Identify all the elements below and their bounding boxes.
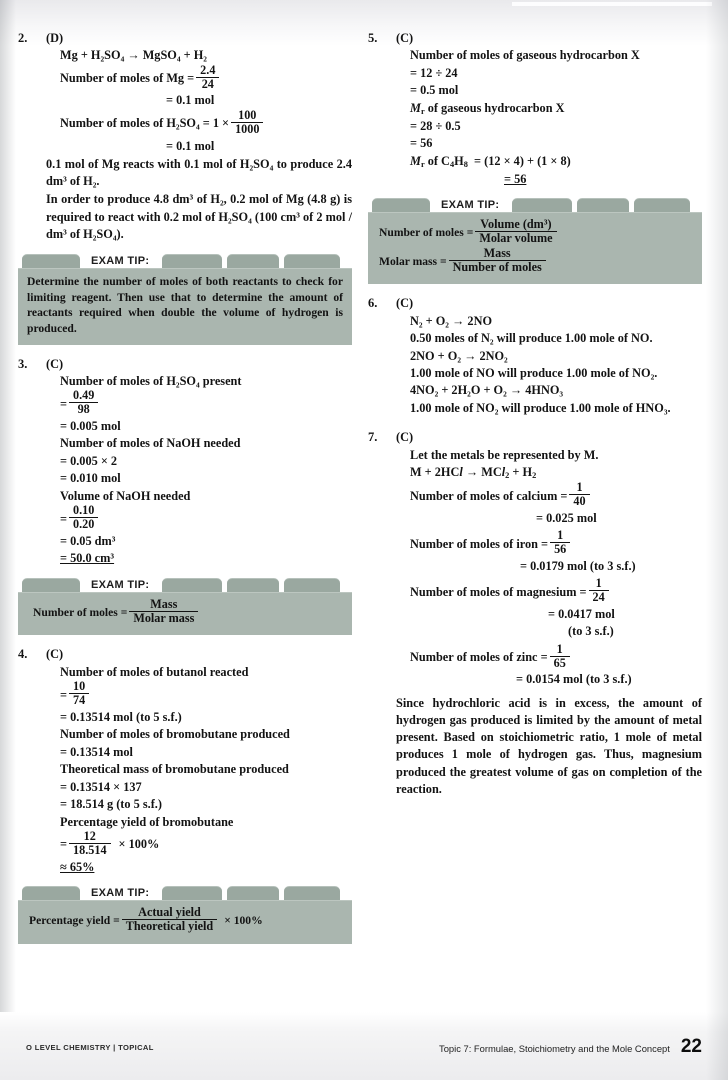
exam-tip-q4-tail: × 100% <box>224 914 263 928</box>
folder-tab-icon <box>227 886 279 900</box>
q7-magnesium-result-sf: (to 3 s.f.) <box>568 624 614 639</box>
folder-tab-icon <box>284 886 340 900</box>
question-2-equation: Mg + H₂SO₄ → MgSO₄ + H₂ <box>60 48 207 63</box>
footer-topic: Topic 7: Formulae, Stoichiometry and the Mole Concept <box>439 1043 670 1054</box>
q6-line-2: 0.50 moles of N₂ will produce 1.00 mole of NO. <box>410 331 653 346</box>
exam-tip-q2 <box>18 251 352 345</box>
q2-paragraph-1: 0.1 mol of Mg reacts with 0.1 mol of H₂SO₄ to produce 2.4 dm³ of H₂. <box>46 156 352 189</box>
exam-tip-q2-title: EXAM TIP: <box>91 254 150 267</box>
q4-line-6: = 0.13514 × 137 <box>60 779 142 794</box>
question-4-number: 4. <box>18 647 28 662</box>
folder-tab-icon <box>372 198 430 212</box>
folder-tab-icon <box>162 254 222 268</box>
q2-moles-mg-fraction: $\frac{2.4}{24}$ <box>196 64 219 92</box>
q7-line-1: Let the metals be represented by M. <box>410 447 599 462</box>
q7-magnesium-label: Number of moles of magnesium = <box>410 584 587 599</box>
q7-zinc-label: Number of moles of zinc = <box>410 650 548 665</box>
exam-tip-q4-label: Percentage yield = <box>29 914 120 928</box>
q2-moles-h2so4-label: Number of moles of H₂SO₄ = 1 × <box>60 116 230 131</box>
q7-calcium-fraction: $\frac{1}{40}$ <box>569 481 589 509</box>
q6-line-6: 1.00 mole of NO₂ will produce 1.00 mole of HNO₃. <box>410 400 671 415</box>
exam-tip-q4-title: EXAM TIP: <box>91 887 150 900</box>
q7-iron-result: = 0.0179 mol (to 3 s.f.) <box>520 558 636 573</box>
q3-line-5: = 0.010 mol <box>60 471 121 486</box>
exam-tip-q5-fraction-2: $\frac{\text{Mass}}{\text{Number of moles}}$ <box>449 247 546 275</box>
page-footer <box>0 1012 728 1080</box>
q4-final-answer: ≈ 65% <box>60 859 95 874</box>
folder-tab-icon <box>284 578 340 592</box>
footer-book-title: O LEVEL CHEMISTRY | TOPICAL <box>26 1042 154 1052</box>
folder-tab-icon <box>634 198 690 212</box>
folder-tab-icon <box>227 578 279 592</box>
q4-line-7: = 18.514 g (to 5 s.f.) <box>60 797 162 812</box>
q4-line-4: = 0.13514 mol <box>60 744 133 759</box>
exam-tip-q3-body <box>18 592 352 636</box>
q4-equals-1: = <box>60 687 68 702</box>
q3-fraction-2: $\frac{0.10}{0.20}$ <box>69 504 98 532</box>
question-3-answer: (C) <box>46 356 64 371</box>
q5-line-6: = 56 <box>410 136 433 151</box>
exam-tip-q3-title: EXAM TIP: <box>91 578 150 591</box>
q5-line-3: = 0.5 mol <box>410 83 459 98</box>
question-3-number: 3. <box>18 356 28 371</box>
q5-line-4: $M_r$ of gaseous hydrocarbon X <box>410 100 565 116</box>
question-5-number: 5. <box>368 31 378 45</box>
q6-line-4: 1.00 mole of NO will produce 1.00 mole of NO₂. <box>410 366 658 381</box>
question-5-answer: (C) <box>396 31 414 45</box>
exam-tip-q5-label-2: Molar mass = <box>379 254 447 268</box>
q3-line-4: = 0.005 × 2 <box>60 453 118 468</box>
q3-line-6: Volume of NaOH needed <box>60 488 191 503</box>
exam-tip-q3-fraction: $\frac{\text{Mass}}{\text{Molar mass}}$ <box>129 598 198 626</box>
q7-calcium-label: Number of moles of calcium = <box>410 488 568 503</box>
q3-line-3: Number of moles of NaOH needed <box>60 436 241 451</box>
q3-equals-1: = <box>60 396 68 411</box>
exam-tip-q4-body <box>18 900 352 944</box>
q7-magnesium-fraction: $\frac{1}{24}$ <box>589 577 609 605</box>
exam-tip-q5-fraction-1: $\frac{\text{Volume (dm³)}}{\text{Molar volume}}$ <box>475 218 556 246</box>
q4-fraction-1: $\frac{10}{74}$ <box>69 680 89 708</box>
exam-tip-q5-label-1: Number of moles = <box>379 226 474 240</box>
footer-page-number: 22 <box>680 1036 702 1057</box>
question-2 <box>18 30 352 244</box>
question-2-number: 2. <box>18 31 28 45</box>
question-4 <box>18 646 352 876</box>
folder-tab-icon <box>22 578 80 592</box>
question-7-number: 7. <box>368 430 378 445</box>
q4-line-2: = 0.13514 mol (to 5 s.f.) <box>60 709 182 724</box>
q7-iron-fraction: $\frac{1}{56}$ <box>550 529 570 557</box>
q7-line-2: $M + 2HCl \to MCl_2 + H_2$ <box>410 465 537 481</box>
question-4-answer: (C) <box>46 647 64 662</box>
folder-tab-icon <box>22 254 80 268</box>
q7-conclusion: Since hydrochloric acid is in excess, the amount of hydrogen gas produced is limited by the amount of metal present. Based on stoichiometric ratio, 1 mole of metal produces 1 mole of hydrogen gas. Thus, magnesium produced the greatest volume of gas on completion of the reaction. <box>396 695 702 796</box>
q3-line-1: Number of moles of H₂SO₄ present <box>60 374 242 388</box>
question-6 <box>368 295 702 417</box>
exam-tip-q3-tabs <box>18 575 352 592</box>
right-column <box>368 30 702 955</box>
folder-tab-icon <box>162 886 222 900</box>
question-7-answer: (C) <box>396 430 414 445</box>
q7-zinc-fraction: $\frac{1}{65}$ <box>550 643 570 671</box>
exam-tip-q5-title: EXAM TIP: <box>441 199 500 212</box>
q3-final-answer: = 50.0 cm³ <box>60 551 115 566</box>
folder-tab-icon <box>512 198 572 212</box>
exam-tip-q5-tabs <box>368 195 702 212</box>
question-2-answer: (D) <box>46 31 64 45</box>
q3-equals-2: = <box>60 511 68 526</box>
exam-tip-q3-label: Number of moles = <box>33 605 128 619</box>
q4-line-3: Number of moles of bromobutane produced <box>60 727 290 742</box>
q6-line-3: 2NO + O₂ → 2NO₂ <box>410 348 508 363</box>
folder-tab-icon <box>227 254 279 268</box>
exam-tip-q4-tabs <box>18 883 352 900</box>
folder-tab-icon <box>22 886 80 900</box>
q3-line-2: = 0.005 mol <box>60 419 121 434</box>
exam-tip-q5 <box>368 195 702 284</box>
q5-line-7: $M_r$ of $C_4H_8 = (12 \times 4) + (1 \times 8)$ <box>410 153 571 169</box>
q6-line-5: 4NO₂ + 2H₂O + O₂ → 4HNO₃ <box>410 383 564 398</box>
q4-equals-2: = <box>60 837 68 852</box>
q2-moles-h2so4-result: = 0.1 mol <box>166 138 215 153</box>
question-6-answer: (C) <box>396 296 414 311</box>
q4-fraction-2-tail: × 100% <box>118 837 160 852</box>
q2-moles-mg-label: Number of moles of Mg = <box>60 71 195 86</box>
folder-tab-icon <box>577 198 629 212</box>
question-5 <box>368 30 702 188</box>
question-7 <box>368 429 702 799</box>
q4-line-5: Theoretical mass of bromobutane produced <box>60 762 289 777</box>
exam-tip-q3 <box>18 575 352 636</box>
exam-tip-q2-tabs <box>18 251 352 268</box>
question-6-number: 6. <box>368 296 378 311</box>
q5-line-2: = 12 ÷ 24 <box>410 65 458 80</box>
q5-final-answer: = 56 <box>504 171 527 186</box>
q3-line-7: = 0.05 dm³ <box>60 533 116 548</box>
q7-iron-label: Number of moles of iron = <box>410 536 549 551</box>
q7-zinc-result: = 0.0154 mol (to 3 s.f.) <box>516 672 632 687</box>
q4-line-1: Number of moles of butanol reacted <box>60 664 249 679</box>
q4-line-8: Percentage yield of bromobutane <box>60 814 234 829</box>
q4-fraction-2: $\frac{12}{18.514}$ <box>69 830 111 858</box>
exam-tip-q4 <box>18 883 352 944</box>
q5-line-5: = 28 ÷ 0.5 <box>410 118 461 133</box>
exam-tip-q2-text: Determine the number of moles of both reactants to check for limiting reagent. Then use that to determine the amount of reactants required when double the volume of hydrogen is produced. <box>18 268 352 345</box>
q6-line-1: N₂ + O₂ → 2NO <box>410 313 493 328</box>
q7-calcium-result: = 0.025 mol <box>536 510 597 525</box>
exam-tip-q5-body <box>368 212 702 284</box>
exam-tip-q4-fraction: $\frac{\text{Actual yield}}{\text{Theoretical yield}}$ <box>122 906 217 934</box>
q2-paragraph-2: In order to produce 4.8 dm³ of H₂, 0.2 mol of Mg (4.8 g) is required to react with 0.2 mol of H₂SO₄ (100 cm³ of 2 mol / dm³ of H₂SO₄). <box>46 192 352 241</box>
q2-moles-mg-result: = 0.1 mol <box>166 93 215 108</box>
q2-moles-h2so4-fraction: $\frac{100}{1000}$ <box>231 109 263 137</box>
question-3 <box>18 356 352 568</box>
q3-fraction-1: $\frac{0.49}{98}$ <box>69 389 98 417</box>
folder-tab-icon <box>162 578 222 592</box>
folder-tab-icon <box>284 254 340 268</box>
q5-line-1: Number of moles of gaseous hydrocarbon X <box>410 48 640 63</box>
q7-magnesium-result: = 0.0417 mol <box>548 606 615 621</box>
left-column <box>18 30 352 955</box>
